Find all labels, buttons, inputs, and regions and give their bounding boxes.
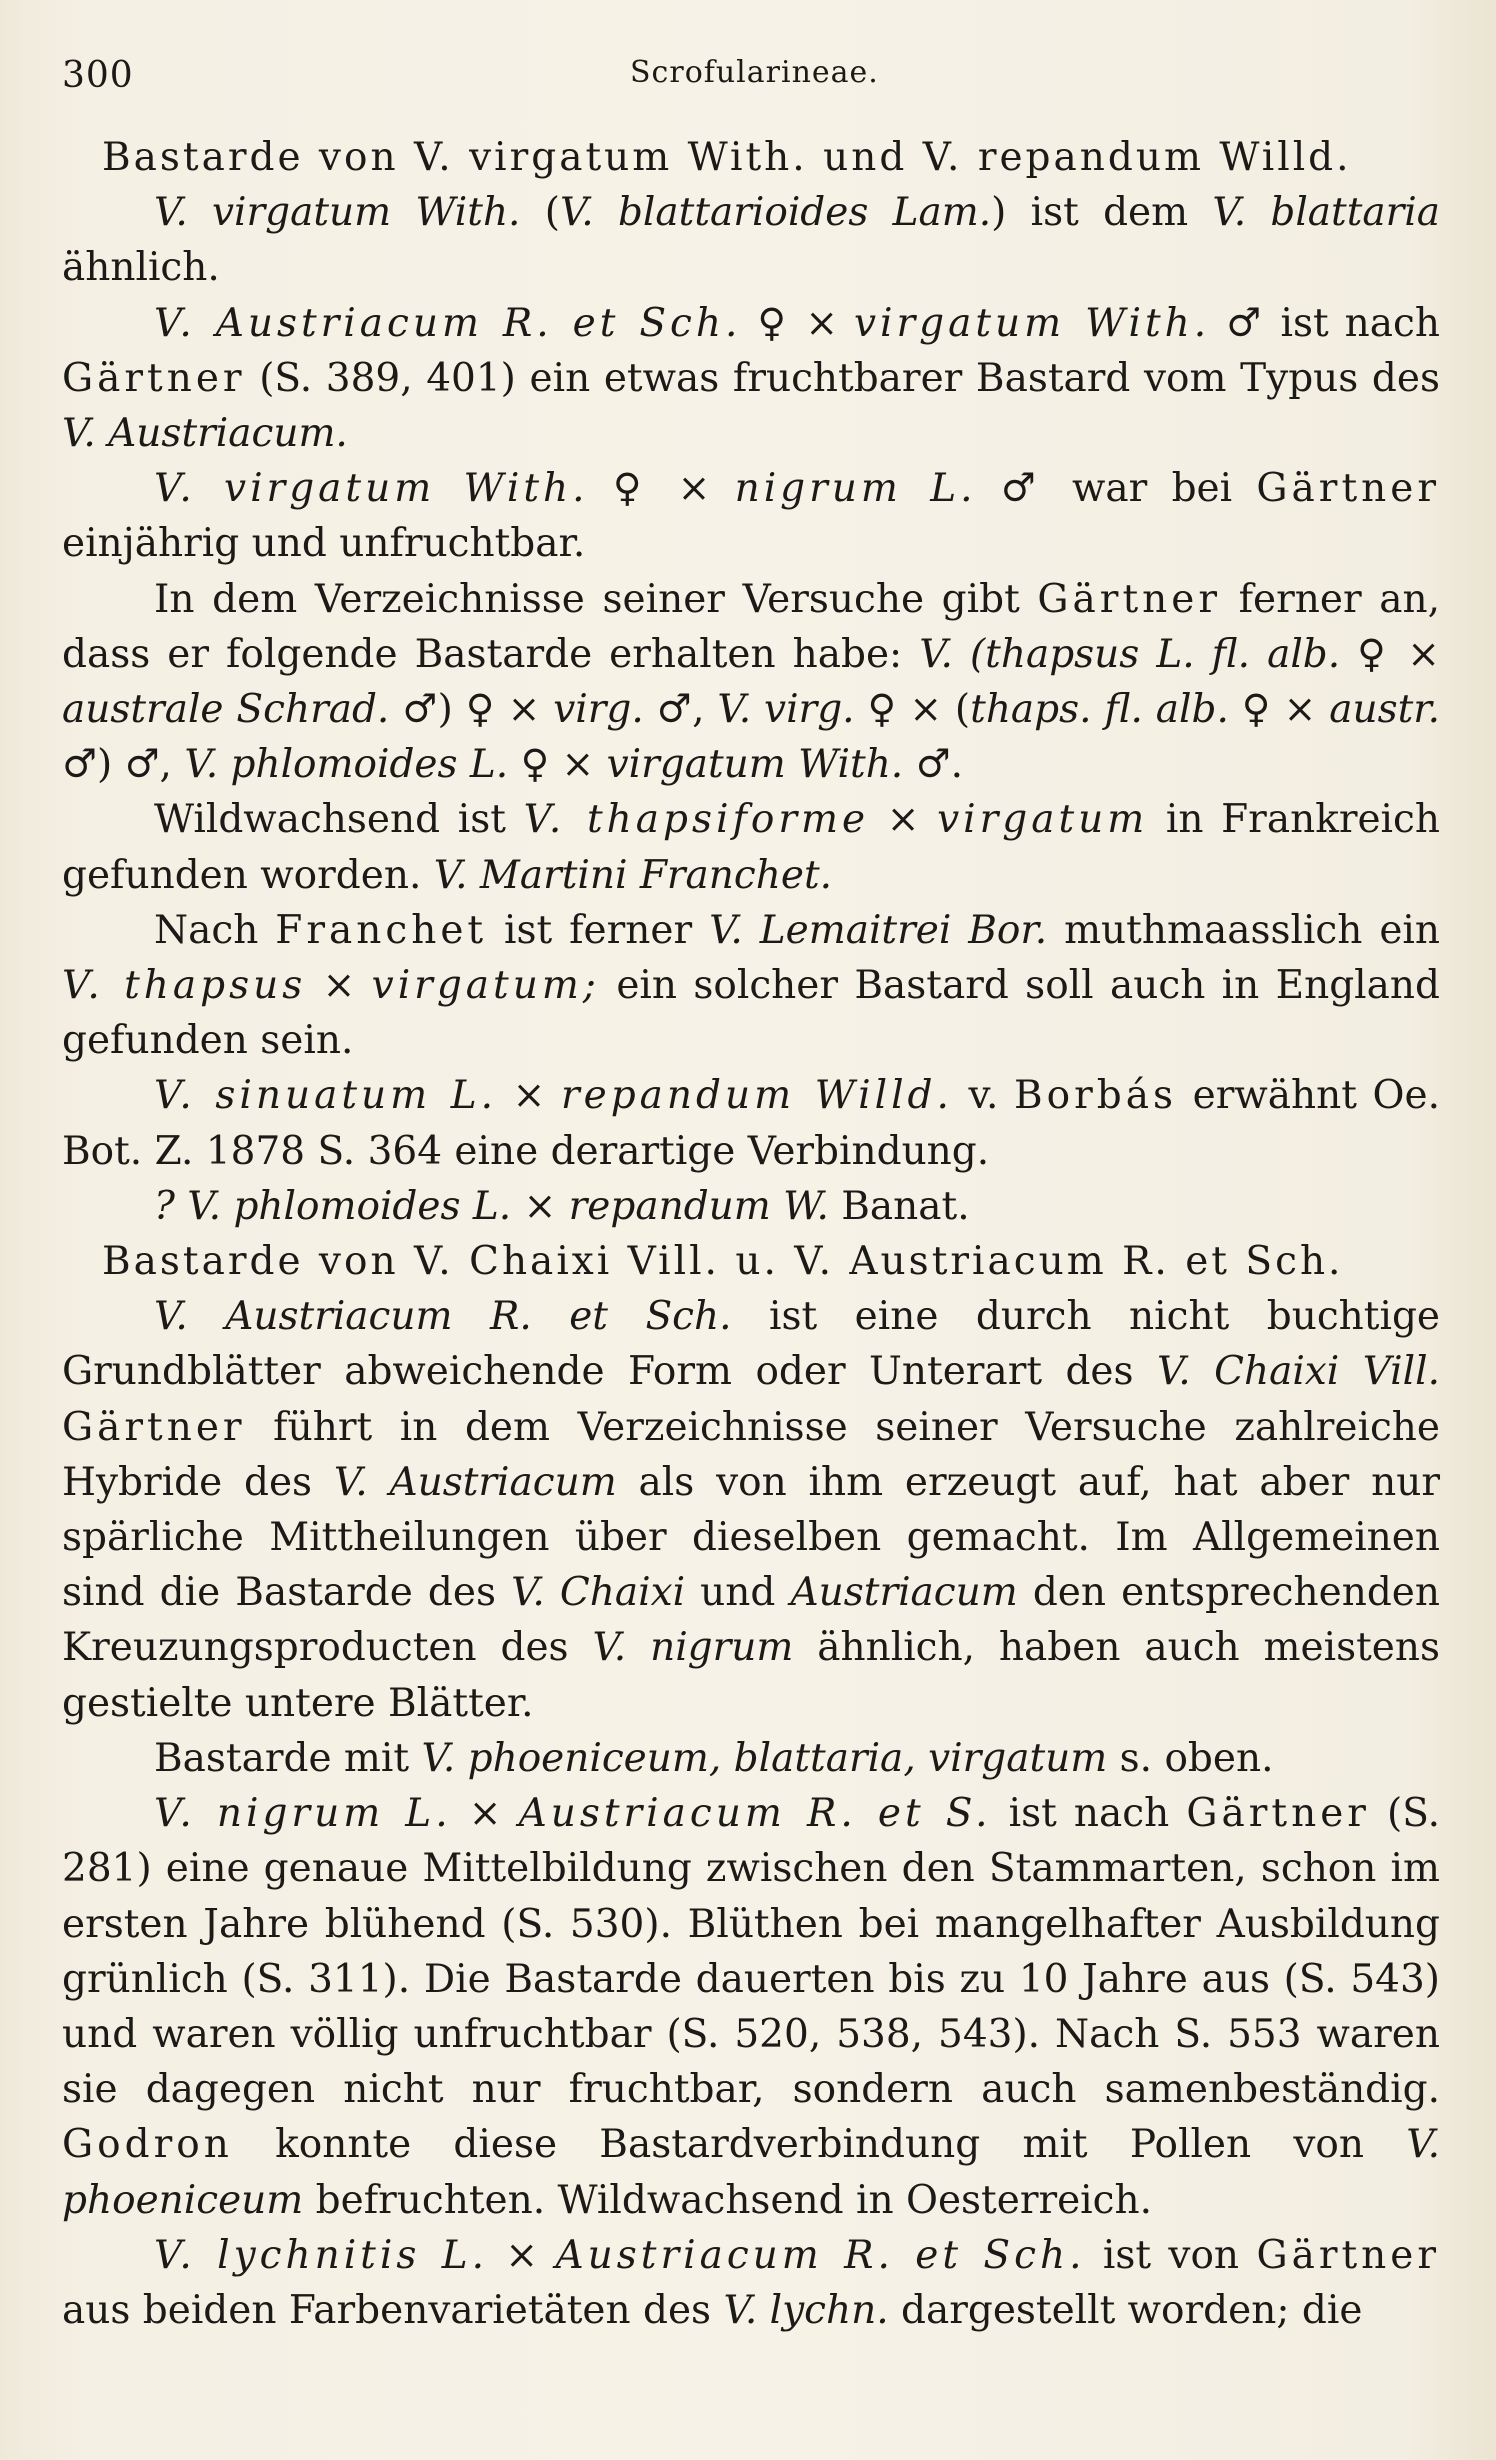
text-sp: Godron — [62, 2122, 233, 2168]
text-it: V. blattarioides Lam. — [559, 190, 992, 236]
text-segment: × — [306, 963, 372, 1009]
body-text — [62, 130, 1440, 2338]
text-segment: Wildwachsend ist — [154, 797, 524, 843]
text-segment: ( — [520, 190, 560, 236]
text-segment: × — [451, 1791, 519, 1837]
text-segment: einjährig und unfruchtbar. — [62, 521, 586, 567]
text-segment: ♀ × — [741, 300, 854, 346]
text-it: V. nigrum — [592, 1625, 794, 1671]
text-segment: ♀ × — [1228, 687, 1330, 733]
text-segment: den entsprechenden Kreuzungsproducten des — [62, 1570, 1440, 1671]
text-segment: und — [685, 1570, 791, 1616]
text-itsp: V. thapsus — [62, 963, 307, 1009]
text-segment: In dem Verzeichnisse seiner Versuche gibt — [154, 576, 1038, 622]
text-itsp: V. sinuatum L. — [154, 1073, 498, 1119]
text-it: V. Lemaitrei Bor. — [709, 907, 1048, 953]
text-it: V. phlomoides L. — [184, 742, 509, 788]
text-segment: ist nach — [991, 1791, 1187, 1837]
text-it: V. (thapsus L. fl. alb. — [919, 631, 1341, 677]
text-segment: × — [511, 1183, 569, 1229]
text-segment: ähnlich. — [62, 245, 220, 291]
text-segment: Banat. — [828, 1183, 970, 1229]
text-sp: Borbás — [1013, 1073, 1177, 1119]
text-itsp: Austriacum R. et S. — [518, 1791, 992, 1837]
paragraph — [62, 1786, 1440, 2228]
text-segment: ist ferner — [487, 907, 710, 953]
text-itsp: V. lychnitis L. — [154, 2232, 489, 2278]
text-segment: ♂. — [903, 742, 963, 788]
text-itsp: V. thapsiforme — [523, 797, 870, 843]
text-segment: ist eine durch nicht buchtige Grundblätter abweichende Form oder Unterart des — [62, 1294, 1440, 1395]
text-segment: ) ist dem — [991, 190, 1213, 236]
text-it: V. Martini Franchet. — [433, 852, 833, 898]
text-itsp: V. virgatum With. — [154, 466, 589, 512]
paragraph — [62, 572, 1440, 793]
text-it: V. phoeniceum — [62, 2122, 1440, 2223]
text-segment: konnte diese Bastardverbindung mit Pollen von — [232, 2122, 1407, 2168]
text-segment: ein solcher Bastard soll auch in England gefunden sein. — [62, 963, 1440, 1064]
text-segment: führt in dem Verzeichnisse seiner Versuche zahlreiche Hybride des — [62, 1404, 1440, 1505]
page-header — [62, 55, 1426, 105]
text-it: australe Schrad. — [62, 687, 390, 733]
text-it: V. blattaria — [1212, 190, 1441, 236]
text-segment: Bastarde von V. Chaixi Vill. u. V. Austriacum R. et Sch. — [102, 1239, 1344, 1285]
text-it: thaps. fl. alb. — [970, 687, 1229, 733]
text-it: V. Austriacum R. et Sch. — [154, 1294, 732, 1340]
text-itsp: Austriacum R. et Sch. — [555, 2232, 1086, 2278]
text-segment: ♀ × — [1340, 631, 1440, 677]
paragraph — [62, 1731, 1440, 1786]
text-it: V. virgatum With. — [154, 190, 521, 236]
text-segment: ist von — [1085, 2232, 1257, 2278]
text-it: V. Austriacum — [333, 1459, 617, 1505]
text-it: V. lychn. — [723, 2287, 889, 2333]
text-sp: Gärtner — [62, 355, 246, 401]
text-it: virgatum With. — [606, 742, 904, 788]
text-it: virg. — [553, 687, 644, 733]
paragraph — [62, 792, 1440, 902]
text-segment: ferner an, dass er folgende Bastarde erhalten habe: — [62, 576, 1441, 677]
text-sp: Gärtner — [1256, 466, 1440, 512]
page-number: 300 — [62, 55, 134, 96]
text-segment: Bastarde mit — [154, 1735, 422, 1781]
paragraph — [62, 1179, 1440, 1234]
text-sp: Franchet — [275, 907, 488, 953]
text-segment: s. oben. — [1107, 1735, 1274, 1781]
text-segment: ♂) ♀ × — [389, 687, 554, 733]
text-it: austr. — [1329, 687, 1441, 733]
text-segment: erwähnt Oe. Bot. Z. 1878 S. 364 eine derartige Verbindung. — [62, 1073, 1440, 1174]
text-sp: Gärtner — [1186, 1791, 1370, 1837]
text-sp: Gärtner — [1037, 576, 1221, 622]
text-segment: ♀ × — [508, 742, 607, 788]
text-segment: ♂ ist nach — [1210, 300, 1440, 346]
text-segment: ♂, — [643, 687, 718, 733]
text-itsp: virgatum; — [371, 963, 600, 1009]
text-sp: Gärtner — [1256, 2232, 1440, 2278]
text-it: V. Austriacum. — [62, 411, 348, 457]
text-segment: ♂) ♂, — [62, 742, 185, 788]
text-itsp: V. nigrum L. — [154, 1791, 452, 1837]
text-segment: (S. 281) eine genaue Mittelbildung zwischen den Stammarten, schon im ersten Jahre blühend (S. 530). Blüthen bei mangelhafter Ausbildung grünlich (S. 311). Die Bastarde dauerten bis zu 10 Jahre aus (S. 543) und waren völlig unfruchtbar (S. 520, 538, 543). Nach S. 553 waren sie dagegen nicht nur fruchtbar, sondern auch samenbeständig. — [62, 1791, 1440, 2113]
text-it: V. phoeniceum, blattaria, virgatum — [421, 1735, 1108, 1781]
text-itsp: nigrum L. — [734, 466, 977, 512]
text-segment: × — [869, 797, 938, 843]
text-segment: ♀ × ( — [854, 687, 971, 733]
text-it: repandum W. — [568, 1183, 829, 1229]
text-segment: Bastarde von V. virgatum With. und V. repandum Willd. — [102, 135, 1352, 180]
text-it: V. Chaixi Vill. — [1156, 1349, 1440, 1395]
text-segment: muthmaasslich ein — [1047, 907, 1440, 953]
text-segment: als von ihm erzeugt auf, hat aber nur spärliche Mittheilungen über dieselben gemacht. Im Allgemeinen sind die Bastarde des — [62, 1459, 1440, 1616]
text-itsp: virgatum With. — [853, 300, 1211, 346]
text-segment: ♂ war bei — [976, 466, 1257, 512]
section-heading — [102, 1234, 1440, 1289]
text-segment: ähnlich, haben auch meistens gestielte untere Blätter. — [62, 1625, 1440, 1726]
text-segment: × — [488, 2232, 556, 2278]
text-it: Austriacum — [790, 1570, 1018, 1616]
paragraph — [62, 903, 1440, 1069]
text-segment: befruchten. Wildwachsend in Oesterreich. — [303, 2177, 1153, 2223]
text-segment: (S. 389, 401) ein etwas fruchtbarer Bastard vom Typus des — [245, 355, 1440, 401]
paragraph — [62, 2228, 1440, 2338]
text-it: ? V. phlomoides L. — [154, 1183, 512, 1229]
paragraph — [62, 185, 1440, 295]
text-it: V. virg. — [717, 687, 855, 733]
running-title: Scrofularineae. — [630, 55, 879, 90]
text-sp: Gärtner — [62, 1404, 246, 1450]
text-segment: × — [497, 1073, 561, 1119]
text-segment: in Frankreich gefunden worden. — [62, 797, 1440, 898]
section-heading — [102, 130, 1440, 185]
text-segment: v. — [952, 1073, 1014, 1119]
paragraph — [62, 296, 1440, 462]
text-itsp: repandum Willd. — [560, 1073, 953, 1119]
paragraph — [62, 1068, 1440, 1178]
text-itsp: V. Austriacum R. et Sch. — [154, 300, 742, 346]
paragraph — [62, 461, 1440, 571]
text-segment: ♀ × — [588, 466, 735, 512]
text-segment: aus beiden Farbenvarietäten des — [62, 2287, 724, 2333]
text-segment: Nach — [154, 907, 276, 953]
paragraph — [62, 1289, 1440, 1731]
text-segment: dargestellt worden; die — [888, 2287, 1363, 2333]
text-itsp: virgatum — [937, 797, 1149, 843]
text-it: V. Chaixi — [511, 1570, 686, 1616]
